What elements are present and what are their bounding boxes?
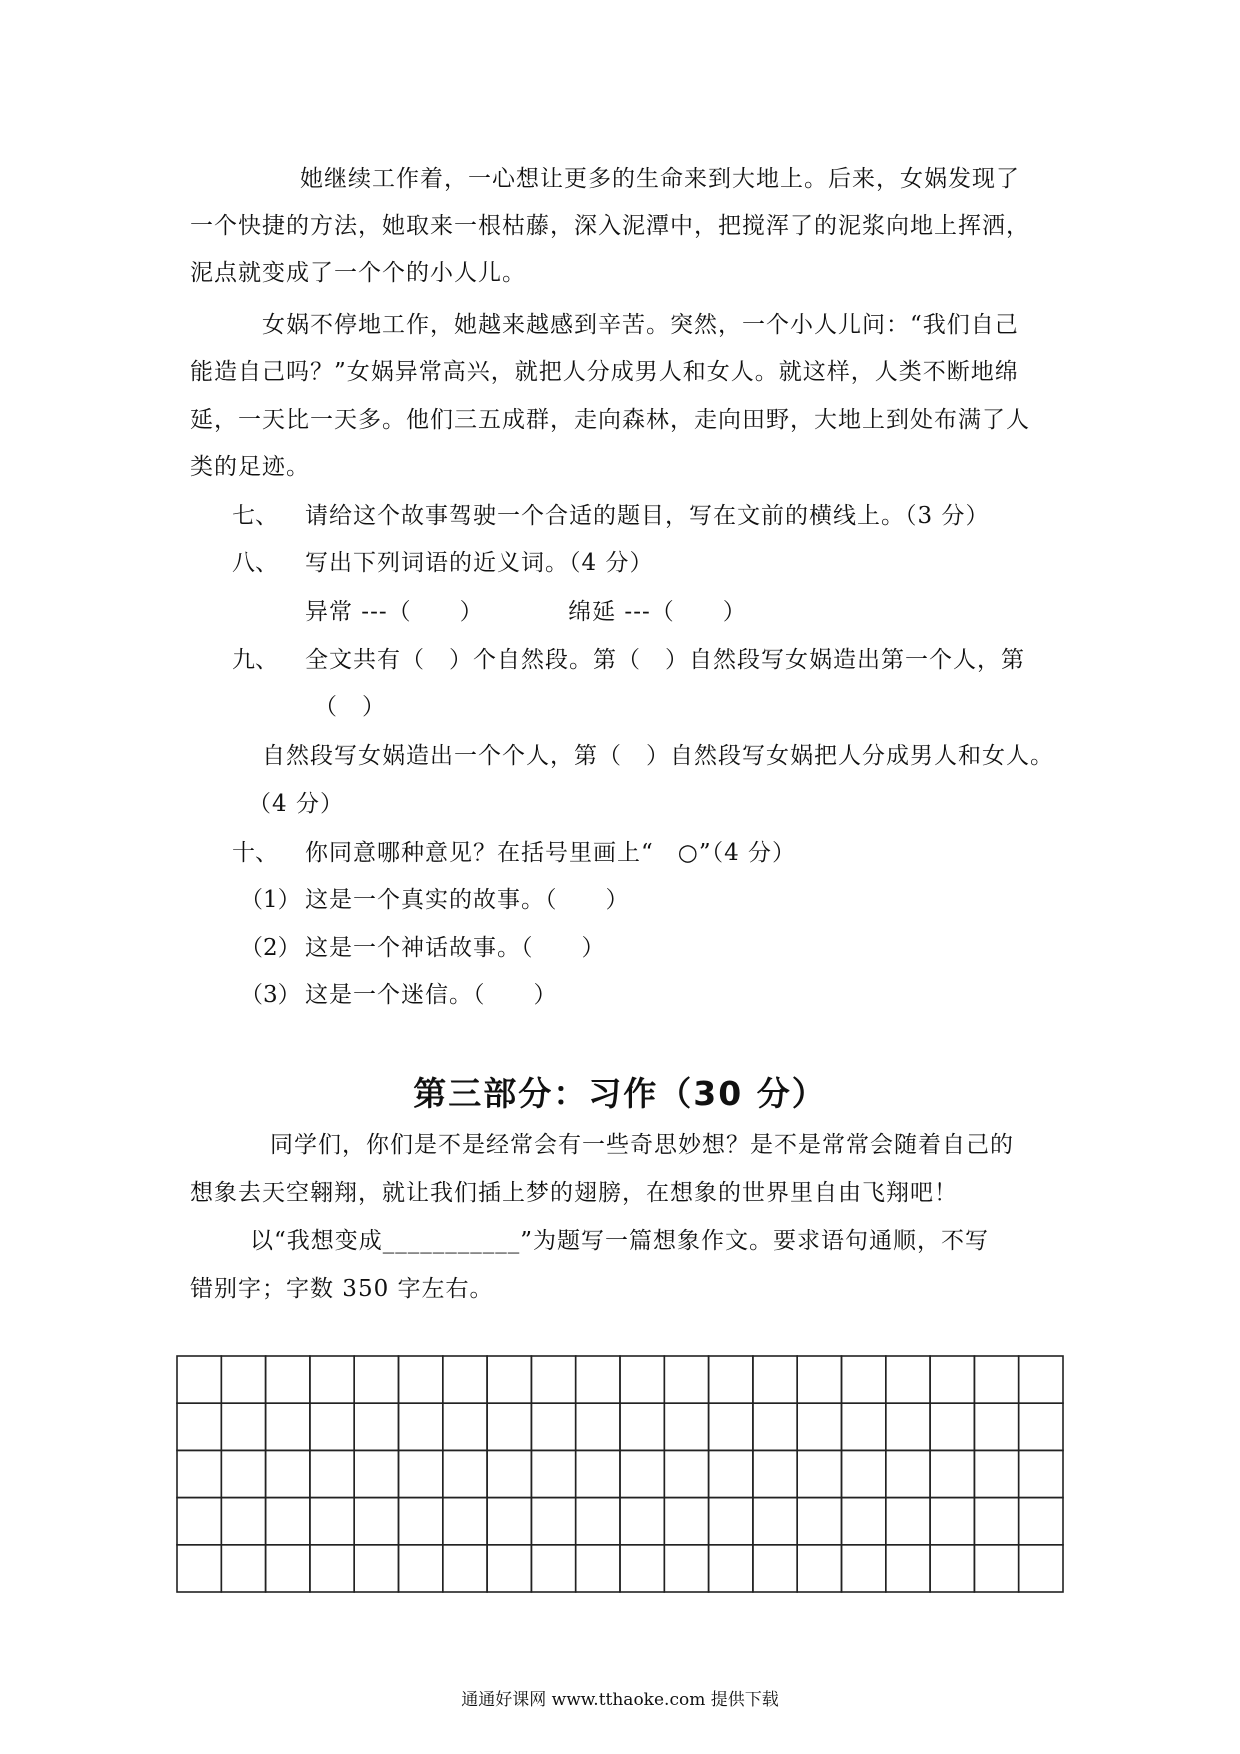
q9-text: 全文共有（ ）个自然段。第（ ）自然段写女娲造出第一个人，第 [305,647,1025,673]
q10-option-text: 这是一个神话故事。（ ） [305,935,606,961]
grid-cell[interactable] [576,1450,620,1497]
q7-number: 七、 [232,503,278,529]
grid-cell[interactable] [266,1356,310,1403]
q10-number: 十、 [232,840,278,866]
grid-cell[interactable] [797,1450,841,1497]
grid-cell[interactable] [753,1356,797,1403]
q7-text: 请给这个故事驾驶一个合适的题目，写在文前的横线上。（3 分） [305,503,990,529]
grid-cell[interactable] [974,1498,1018,1545]
grid-cell[interactable] [886,1545,930,1592]
grid-cell[interactable] [753,1450,797,1497]
story-p1-line3: 泥点就变成了一个个的小人儿。 [190,260,526,286]
story-p2-line3: 延，一天比一天多。他们三五成群，走向森林，走向田野，大地上到处布满了人 [190,407,1030,433]
grid-cell[interactable] [842,1498,886,1545]
grid-cell[interactable] [177,1356,221,1403]
grid-cell[interactable] [797,1498,841,1545]
grid-cell[interactable] [177,1450,221,1497]
grid-cell[interactable] [177,1545,221,1592]
grid-cell[interactable] [842,1356,886,1403]
grid-cell[interactable] [930,1356,974,1403]
grid-cell[interactable] [576,1498,620,1545]
q9-line2: （ ） [314,694,386,720]
grid-cell[interactable] [221,1403,265,1450]
grid-cell[interactable] [1019,1403,1063,1450]
q10-option-text: 这是一个真实的故事。（ ） [305,887,630,913]
grid-cell[interactable] [709,1545,753,1592]
grid-cell[interactable] [310,1545,354,1592]
grid-cell[interactable] [620,1498,664,1545]
grid-cell[interactable] [886,1498,930,1545]
grid-cell[interactable] [974,1356,1018,1403]
grid-cell[interactable] [664,1498,708,1545]
q10-option-number: （2） [240,935,301,961]
grid-cell[interactable] [266,1450,310,1497]
grid-cell[interactable] [842,1403,886,1450]
grid-cell[interactable] [354,1403,398,1450]
grid-cell[interactable] [443,1403,487,1450]
grid-cell[interactable] [443,1545,487,1592]
grid-cell[interactable] [531,1356,575,1403]
grid-cell[interactable] [266,1403,310,1450]
story-p1-line2: 一个快捷的方法，她取来一根枯藤，深入泥潭中，把搅浑了的泥浆向地上挥洒， [190,213,1030,239]
grid-cell[interactable] [310,1450,354,1497]
story-p2-line1: 女娲不停地工作，她越来越感到辛苦。突然，一个小人儿问：“我们自己 [262,312,1019,338]
q10-option-text: 这是一个迷信。（ ） [305,982,558,1008]
footer-credit: 通通好课网 www.tthaoke.com 提供下载 [461,1690,779,1710]
story-p2-line4: 类的足迹。 [190,454,310,480]
q10-option-number: （1） [240,887,301,913]
grid-cell[interactable] [443,1498,487,1545]
composition-grid[interactable] [176,1355,1064,1593]
grid-cell[interactable] [930,1450,974,1497]
grid-cell[interactable] [664,1403,708,1450]
grid-cell[interactable] [487,1356,531,1403]
grid-cell[interactable] [842,1545,886,1592]
grid-cell[interactable] [354,1356,398,1403]
grid-cell[interactable] [753,1498,797,1545]
grid-cell[interactable] [620,1403,664,1450]
grid-cell[interactable] [797,1403,841,1450]
grid-cell[interactable] [399,1450,443,1497]
grid-cell[interactable] [310,1356,354,1403]
grid-cell[interactable] [930,1403,974,1450]
grid-cell[interactable] [930,1498,974,1545]
grid-cell[interactable] [1019,1498,1063,1545]
grid-cell[interactable] [443,1356,487,1403]
writing-intro-line1: 同学们，你们是不是经常会有一些奇思妙想？是不是常常会随着自己的 [270,1132,1014,1158]
q8-text: 写出下列词语的近义词。（4 分） [305,550,654,576]
grid-cell[interactable] [886,1403,930,1450]
grid-cell[interactable] [797,1545,841,1592]
grid-cell[interactable] [177,1498,221,1545]
grid-cell[interactable] [1019,1356,1063,1403]
grid-cell[interactable] [709,1356,753,1403]
grid-cell[interactable] [709,1450,753,1497]
q10-text: 你同意哪种意见？在括号里画上“ ○”（4 分） [305,840,797,866]
grid-cell[interactable] [399,1403,443,1450]
grid-cell[interactable] [354,1450,398,1497]
grid-cell[interactable] [974,1403,1018,1450]
grid-cell[interactable] [310,1403,354,1450]
writing-prompt-line2: 错别字；字数 350 字左右。 [190,1276,494,1302]
grid-cell[interactable] [266,1498,310,1545]
grid-cell[interactable] [620,1356,664,1403]
grid-cell[interactable] [443,1450,487,1497]
grid-cell[interactable] [531,1403,575,1450]
grid-cell[interactable] [221,1498,265,1545]
grid-cell[interactable] [886,1450,930,1497]
grid-cell[interactable] [620,1450,664,1497]
grid-cell[interactable] [354,1498,398,1545]
grid-cell[interactable] [886,1356,930,1403]
grid-cell[interactable] [531,1545,575,1592]
grid-cell[interactable] [487,1498,531,1545]
section-title: 第三部分：习作（30 分） [413,1074,827,1113]
grid-cell[interactable] [576,1403,620,1450]
grid-cell[interactable] [221,1356,265,1403]
grid-cell[interactable] [487,1545,531,1592]
q10-option-number: （3） [240,982,301,1008]
grid-cell[interactable] [753,1545,797,1592]
grid-cell[interactable] [221,1545,265,1592]
q8-word-pairs: 异常 ---（ ） 绵延 ---（ ） [305,599,747,625]
grid-cell[interactable] [1019,1450,1063,1497]
grid-cell[interactable] [221,1450,265,1497]
q9-line4: （4 分） [248,791,344,817]
grid-cell[interactable] [664,1545,708,1592]
q8-number: 八、 [232,550,278,576]
grid-cell[interactable] [354,1545,398,1592]
writing-prompt-line1: 以“我想变成___________”为题写一篇想象作文。要求语句通顺，不写 [250,1228,990,1254]
grid-cell[interactable] [797,1356,841,1403]
grid-cell[interactable] [930,1545,974,1592]
grid-cell[interactable] [531,1498,575,1545]
grid-cell[interactable] [709,1498,753,1545]
grid-cell[interactable] [664,1356,708,1403]
writing-intro-line2: 想象去天空翱翔，就让我们插上梦的翅膀，在想象的世界里自由飞翔吧！ [190,1180,958,1206]
q9-line3: 自然段写女娲造出一个个人，第（ ）自然段写女娲把人分成男人和女人。 [262,743,1054,769]
grid-cell[interactable] [620,1545,664,1592]
grid-cell[interactable] [399,1498,443,1545]
story-p1-line1: 她继续工作着，一心想让更多的生命来到大地上。后来，女娲发现了 [300,166,1020,192]
grid-cell[interactable] [974,1545,1018,1592]
grid-cell[interactable] [399,1545,443,1592]
grid-cell[interactable] [487,1450,531,1497]
grid-cell[interactable] [177,1403,221,1450]
grid-cell[interactable] [576,1356,620,1403]
q9-number: 九、 [232,647,278,673]
grid-cell[interactable] [487,1403,531,1450]
grid-cell[interactable] [1019,1545,1063,1592]
grid-cell[interactable] [576,1545,620,1592]
grid-cell[interactable] [842,1450,886,1497]
grid-cell[interactable] [266,1545,310,1592]
grid-cell[interactable] [753,1403,797,1450]
grid-cell[interactable] [399,1356,443,1403]
grid-cell[interactable] [664,1450,708,1497]
grid-cell[interactable] [531,1450,575,1497]
grid-cell[interactable] [974,1450,1018,1497]
grid-cell[interactable] [709,1403,753,1450]
story-p2-line2: 能造自己吗？”女娲异常高兴，就把人分成男人和女人。就这样，人类不断地绵 [190,359,1019,385]
grid-cell[interactable] [310,1498,354,1545]
